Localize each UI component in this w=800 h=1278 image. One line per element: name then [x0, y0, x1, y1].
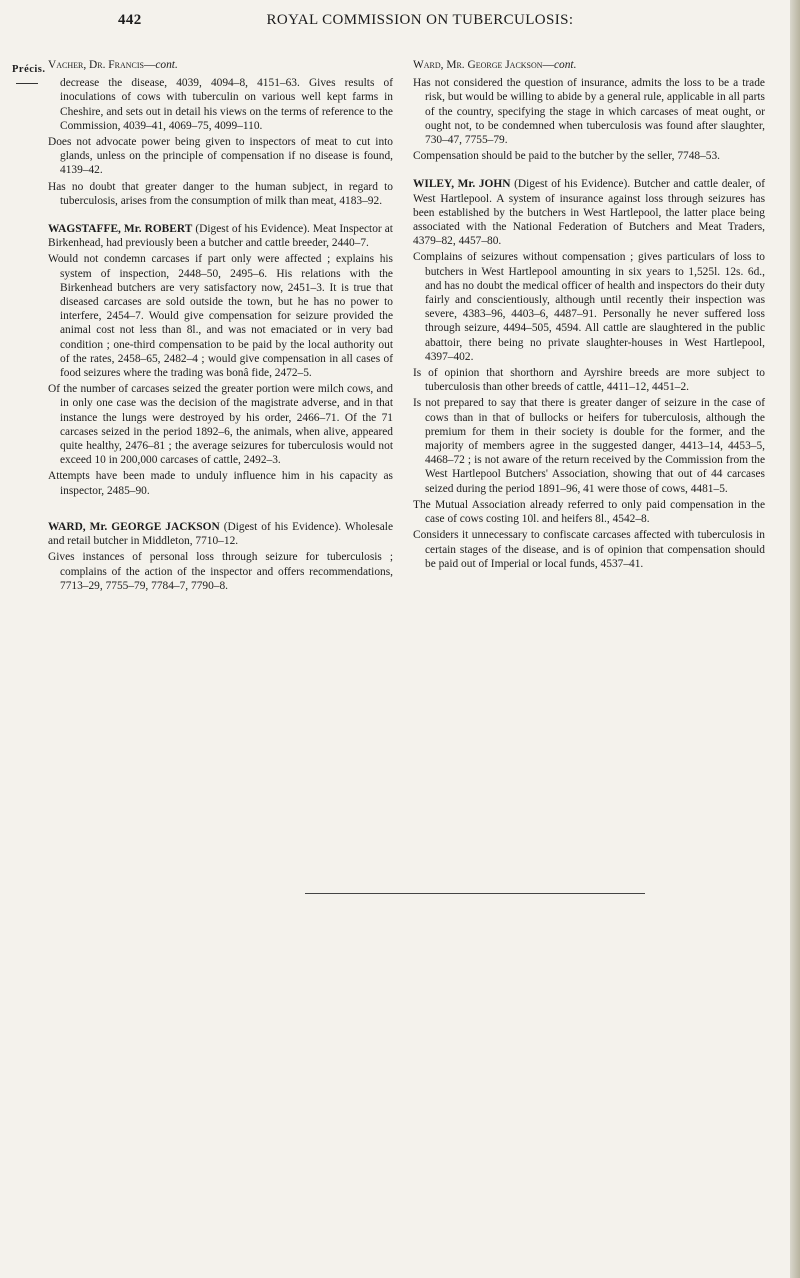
wiley-item: Complains of seizures without compensation ; gives particulars of loss to butchers in West Hartlepool amounting in six years to 1,525l. 12s. 6d., and has no doubt the medical officer of health and inspectors do their duty fairly and conscientiously, although until recently their inspection was severe, 4383–96, 4403–6, 4487–91. Personally he never suffered loss through seizure, 4494–505, 4594. All cattle are slaughtered in the public abattoir, there being no private slaughter-houses in West Hartlepool, 4397–402.	[413, 251, 765, 363]
vacher-item: decrease the disease, 4039, 4094–8, 4151–63. Gives results of inoculations of cows with tuberculin on various well kept farms in Cheshire, and sets out in detail his views on the terms of reference to the Commission, 4039–41, 4069–75, 4099–110.	[60, 77, 393, 132]
ward-item: Compensation should be paid to the butcher by the seller, 7748–53.	[413, 150, 721, 163]
wagstaffe-item: Attempts have been made to unduly influence him in his capacity as inspector, 2485–90.	[48, 470, 393, 497]
page-edge	[790, 0, 800, 1278]
left-running-head: Vacher, Dr. Francis—cont.	[48, 59, 178, 71]
wiley-item: The Mutual Association already referred to only paid compensation in the case of cows costing 10l. and heifers 8l., 4542–8.	[413, 498, 765, 526]
ward-entry	[48, 520, 393, 593]
wagstaffe-entry	[48, 222, 393, 498]
left-column	[48, 58, 393, 595]
wiley-item: Is not prepared to say that there is greater danger of seizure in the case of cows than in that of bullocks or heifers for tuberculosis, although the premium for them in their society is double for the former, and the majority of members agree in the suggested danger, 4413–14, 4453–5, 4468–72 ; is not aware of the return received by the Commission from the West Hartlepool Butchers' Association, showing that out of 44 carcases seized during the period 1891–96, 41 were those of cows, 4481–5.	[413, 397, 765, 495]
page-number: 442	[118, 12, 142, 28]
precis-margin-label: Précis.	[12, 64, 46, 75]
vacher-item: Has no doubt that greater danger to the human subject, in regard to tuberculosis, arises from the consumption of milk than meat, 4183–92.	[48, 180, 393, 207]
wiley-heading: WILEY, Mr. JOHN (Digest of his Evidence). Butcher and cattle dealer, of West Hartlepool. A system of insurance against loss through seizures has been established by the butchers in West Hartlepool, the latter place being associated with the National Federation of Butchers and Meat Traders, 4379–82, 4457–80.	[413, 178, 765, 248]
ward-item: Has not considered the question of insurance, admits the loss to be a trade risk, but would be willing to abide by a general rule, applicable in all parts of the country, specifying the stage in which carcases of meat ought, or ought not, to be condemned when tuberculosis was found after slaughter, 730–47, 7755–79.	[413, 77, 765, 147]
bottom-rule	[305, 893, 645, 894]
wagstaffe-item: Of the number of carcases seized the greater portion were milch cows, and in only one case was the decision of the magistrate adverse, and in that instance the lungs were destroyed by his order, 2466–71. Of the 71 carcases seized in the period 1892–6, the animals, when alive, appeared quite healthy, 2476–81 ; the average seizures for tuberculosis would not exceed 10 in 200,000 carcases of cattle, 2492–3.	[48, 383, 393, 467]
right-running-head: Ward, Mr. George Jackson—cont.	[413, 59, 577, 71]
wiley-entry	[413, 177, 765, 570]
vacher-item: Does not advocate power being given to inspectors of meat to cut into glands, unless on the principle of compensation if no disease is found, 4139–42.	[48, 136, 393, 177]
wagstaffe-item: Would not condemn carcases if part only were affected ; explains his system of inspection, 2448–50, 2495–6. His relations with the Birkenhead butchers are very satisfactory now, 2451–3. It is true that diseased carcases are sold outside the town, but he has no power to interfere, 2454–7. Would give compensation for seizure provided the animal cost not less than 8l., and was not emaciated or in very bad condition ; one-third compensation to be paid by the local authority out of the rates, 2458–65, 2482–4 ; would give compensation in all cases of food seizures where the trading was bonâ fide, 2472–5.	[48, 253, 393, 380]
page-header	[0, 12, 800, 29]
right-column	[413, 58, 765, 573]
ward-item: Gives instances of personal loss through seizure for tuberculosis ; complains of the action of the inspector and offers recommendations, 7713–29, 7755–79, 7784–7, 7790–8.	[48, 551, 393, 592]
wiley-item: Considers it unnecessary to confiscate carcases affected with tuberculosis in certain stages of the disease, and is of opinion that compensation should be paid out of Imperial or local funds, 4537–41.	[413, 529, 765, 570]
precis-rule	[16, 83, 38, 84]
ward-heading: WARD, Mr. GEORGE JACKSON (Digest of his Evidence). Wholesale and retail butcher in Middleton, 7710–12.	[48, 520, 393, 548]
wagstaffe-heading: WAGSTAFFE, Mr. ROBERT (Digest of his Evidence). Meat Inspector at Birkenhead, had previously been a butcher and cattle breeder, 2440–7.	[48, 223, 393, 250]
running-title: ROYAL COMMISSION ON TUBERCULOSIS:	[266, 12, 574, 28]
wiley-item: Is of opinion that shorthorn and Ayrshire breeds are more subject to tuberculosis than other breeds of cattle, 4411–12, 4451–2.	[413, 367, 765, 394]
